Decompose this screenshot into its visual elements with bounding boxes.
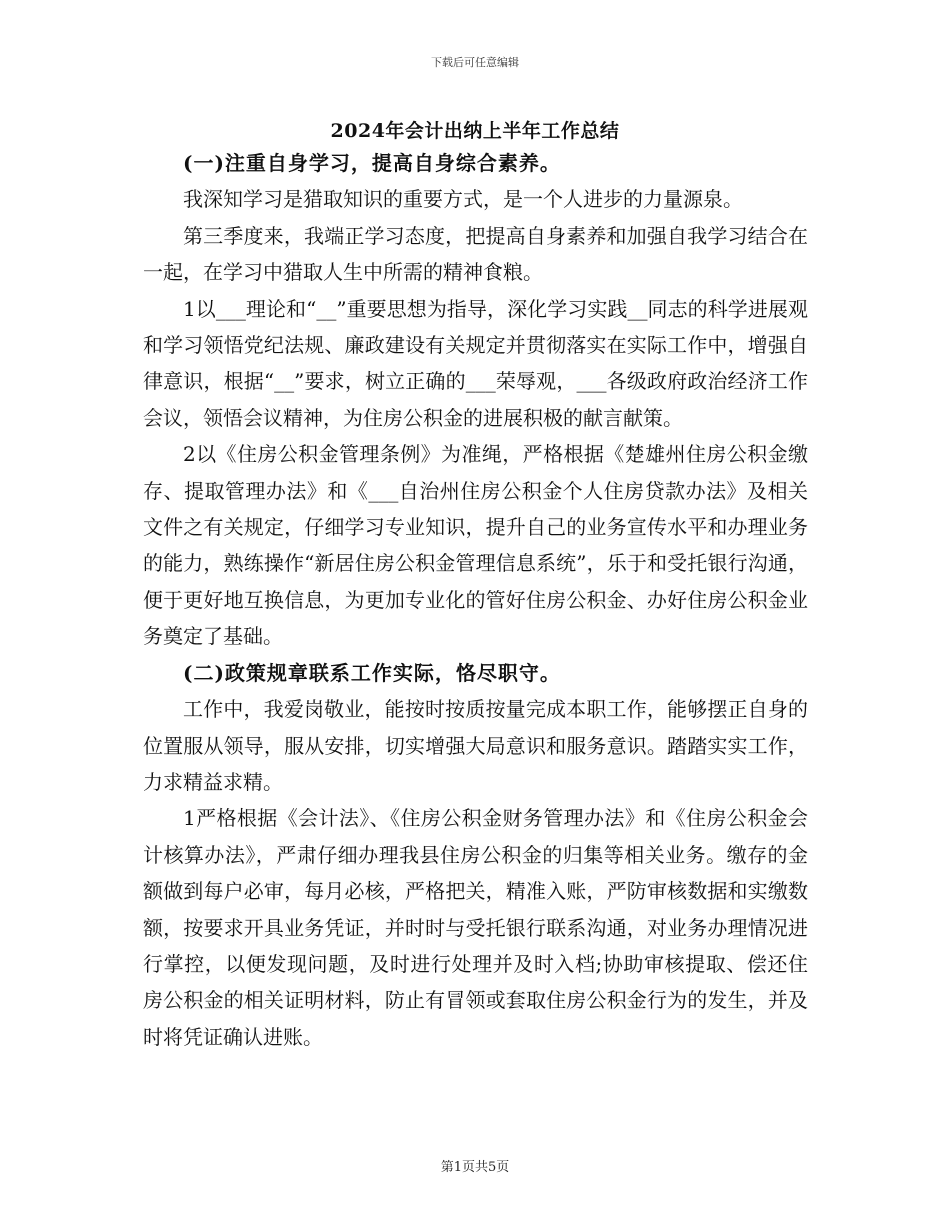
section-heading-2: (二)政策规章联系工作实际，恪尽职守。 — [183, 660, 561, 685]
body-paragraph: 1严格根据《会计法》、《住房公积金财务管理办法》和《住房公积金会计核算办法》，严肃仔细办理我县住房公积金的归集等相关业务。缴存的金额做到每户必审，每月必核，严格把关，精准入账，严防审核数据和实缴数额，按要求开具业务凭证，并时时与受托银行联系沟通，对业务办理情况进行掌控，以便发现问题，及时进行处理并及时入档;协助审核提取、偿还住房公积金的相关证明材料，防止有冒领或套取住房公积金行为的发生，并及时将凭证确认进账。 — [143, 806, 808, 1049]
body-paragraph: 我深知学习是猎取知识的重要方式，是一个人进步的力量源泉。 — [183, 187, 743, 212]
body-paragraph: 第三季度来，我端正学习态度，把提高自身素养和加强自我学习结合在一起，在学习中猎取人生中所需的精神食粮。 — [143, 223, 808, 285]
body-paragraph: 1以___理论和“__”重要思想为指导，深化学习实践__同志的科学进展观和学习领悟党纪法规、廉政建设有关规定并贯彻落实在实际工作中，增强自律意识，根据“__”要求，树立正确的___荣辱观，___各级政府政治经济工作会议，领悟会议精神，为住房公积金的进展积极的献言献策。 — [143, 296, 808, 430]
header-note: 下载后可任意编辑 — [431, 56, 519, 69]
section-heading-1: (一)注重自身学习，提高自身综合素养。 — [183, 151, 561, 175]
document-title: 2024年会计出纳上半年工作总结 — [330, 120, 620, 142]
document-body — [143, 145, 808, 1055]
page-number-footer: 第1页共5页 — [440, 1160, 510, 1175]
body-paragraph: 工作中，我爱岗敬业，能按时按质按量完成本职工作，能够摆正自身的位置服从领导，服从安排，切实增强大局意识和服务意识。踏踏实实工作，力求精益求精。 — [143, 697, 808, 794]
body-paragraph: 2以《住房公积金管理条例》为准绳，严格根据《楚雄州住房公积金缴存、提取管理办法》和《___自治州住房公积金个人住房贷款办法》及相关文件之有关规定，仔细学习专业知识，提升自己的业务宣传水平和办理业务的能力，熟练操作“新居住房公积金管理信息系统”，乐于和受托银行沟通，便于更好地互换信息，为更加专业化的管好住房公积金、办好住房公积金业务奠定了基础。 — [143, 442, 808, 649]
